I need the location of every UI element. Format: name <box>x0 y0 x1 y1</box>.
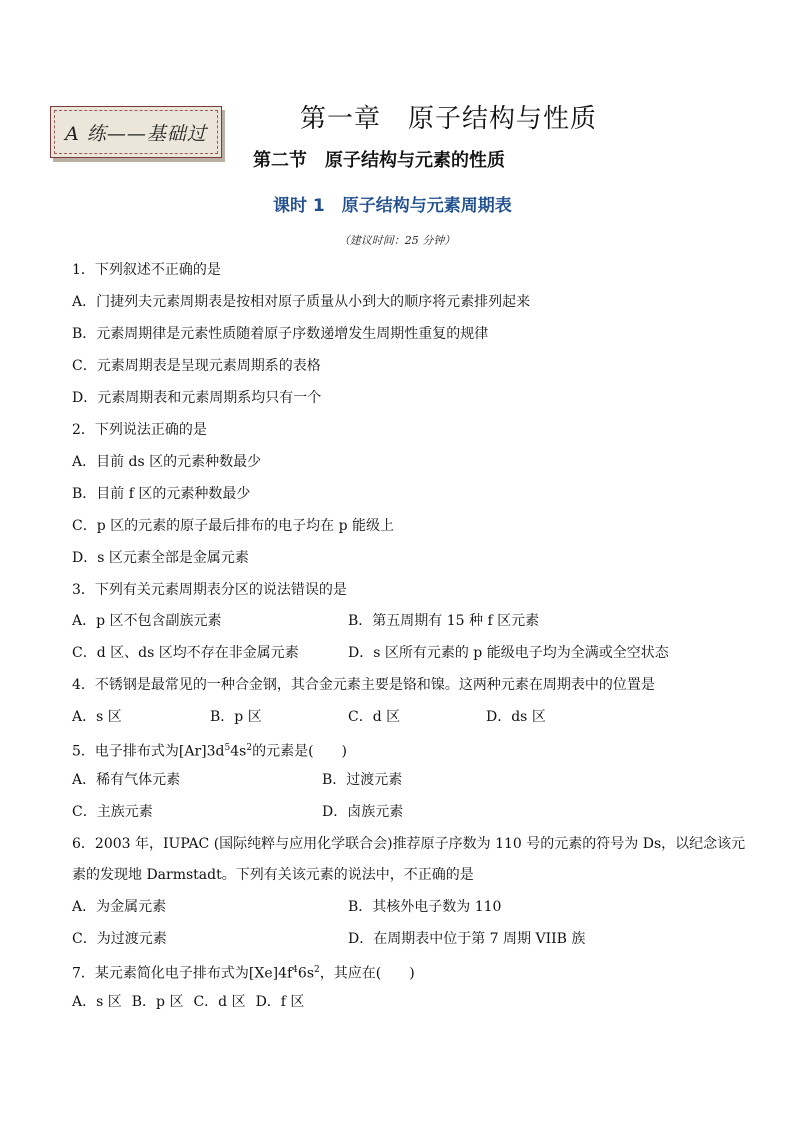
q6-option-d: D．在周期表中位于第 7 周期 VIIB 族 <box>348 931 586 947</box>
q7-options <box>72 993 304 1011</box>
q1-stem: 1．下列叙述不正确的是 <box>72 262 221 278</box>
q3-option-a: A．p 区不包含副族元素 <box>72 613 222 629</box>
q7-stem-mid: 6s <box>297 965 314 982</box>
q2-option-c: C．p 区的元素的原子最后排布的电子均在 p 能级上 <box>72 518 394 534</box>
q1-option-b: B．元素周期律是元素性质随着原子序数递增发生周期性重复的规律 <box>72 326 489 342</box>
q5-option-a: A．稀有气体元素 <box>72 772 181 788</box>
q5-stem <box>72 739 347 761</box>
q6-stem-line1: 6．2003 年，IUPAC (国际纯粹与应用化学联合会)推荐原子序数为 110 号的元素的符号为 Ds，以纪念该元 <box>72 836 746 852</box>
q5-option-c: C．主族元素 <box>72 804 153 820</box>
q7-option-b: B．p 区 <box>131 994 184 1010</box>
q4-option-d: D．ds 区 <box>486 709 546 725</box>
q7-stem-post: ，其应在( ) <box>319 965 415 982</box>
time-hint: （建议时间：25 分钟） <box>338 234 456 247</box>
q4-option-b: B．p 区 <box>210 709 262 725</box>
q5-stem-post: 的元素是( ) <box>252 743 348 760</box>
q6-option-b: B．其核外电子数为 110 <box>348 899 502 915</box>
lesson-title: 课时 1 原子结构与元素周期表 <box>273 196 512 216</box>
q7-sup-1: 4 <box>292 965 298 975</box>
q4-stem: 4．不锈钢是最常见的一种合金钢，其合金元素主要是铬和镍。这两种元素在周期表中的位置是 <box>72 677 655 693</box>
q7-sup-2: 2 <box>314 965 320 975</box>
section-title: 第二节 原子结构与元素的性质 <box>253 150 505 171</box>
q2-option-d: D．s 区元素全部是金属元素 <box>72 550 249 566</box>
q3-option-b: B．第五周期有 15 种 f 区元素 <box>348 613 540 629</box>
q2-option-a: A．目前 ds 区的元素种数最少 <box>72 454 262 470</box>
q5-option-b: B．过渡元素 <box>322 772 403 788</box>
practice-badge <box>50 106 222 158</box>
q5-stem-pre: 5．电子排布式为[Ar]3d <box>72 743 225 760</box>
q3-stem: 3．下列有关元素周期表分区的说法错误的是 <box>72 582 347 598</box>
q6-option-c: C．为过渡元素 <box>72 931 167 947</box>
q5-stem-mid: 4s <box>230 743 247 760</box>
q3-option-c: C．d 区、ds 区均不存在非金属元素 <box>72 645 299 661</box>
chapter-title: 第一章 原子结构与性质 <box>300 104 598 134</box>
q7-option-c: C．d 区 <box>193 994 246 1010</box>
q1-option-d: D．元素周期表和元素周期系均只有一个 <box>72 390 322 406</box>
q6-stem-line2: 素的发现地 Darmstadt。下列有关该元素的说法中，不正确的是 <box>72 867 474 883</box>
q7-option-a: A．s 区 <box>72 994 122 1010</box>
q2-option-b: B．目前 f 区的元素种数最少 <box>72 486 251 502</box>
q4-option-a: A．s 区 <box>72 709 122 725</box>
q2-stem: 2．下列说法正确的是 <box>72 422 207 438</box>
q5-option-d: D．卤族元素 <box>322 804 404 820</box>
q4-option-c: C．d 区 <box>348 709 401 725</box>
q5-sup-2: 2 <box>246 743 253 753</box>
q1-option-a: A．门捷列夫元素周期表是按相对原子质量从小到大的顺序将元素排列起来 <box>72 294 531 310</box>
q7-option-d: D．f 区 <box>255 994 305 1010</box>
q7-stem-pre: 7．某元素简化电子排布式为[Xe]4f <box>72 965 293 982</box>
q1-option-c: C．元素周期表是呈现元素周期系的表格 <box>72 358 321 374</box>
q5-sup-1: 5 <box>224 743 231 753</box>
q7-stem <box>72 961 415 983</box>
q6-option-a: A．为金属元素 <box>72 899 167 915</box>
q3-option-d: D．s 区所有元素的 p 能级电子均为全满或全空状态 <box>348 645 669 661</box>
badge-label: A 练——基础过 <box>54 110 218 154</box>
